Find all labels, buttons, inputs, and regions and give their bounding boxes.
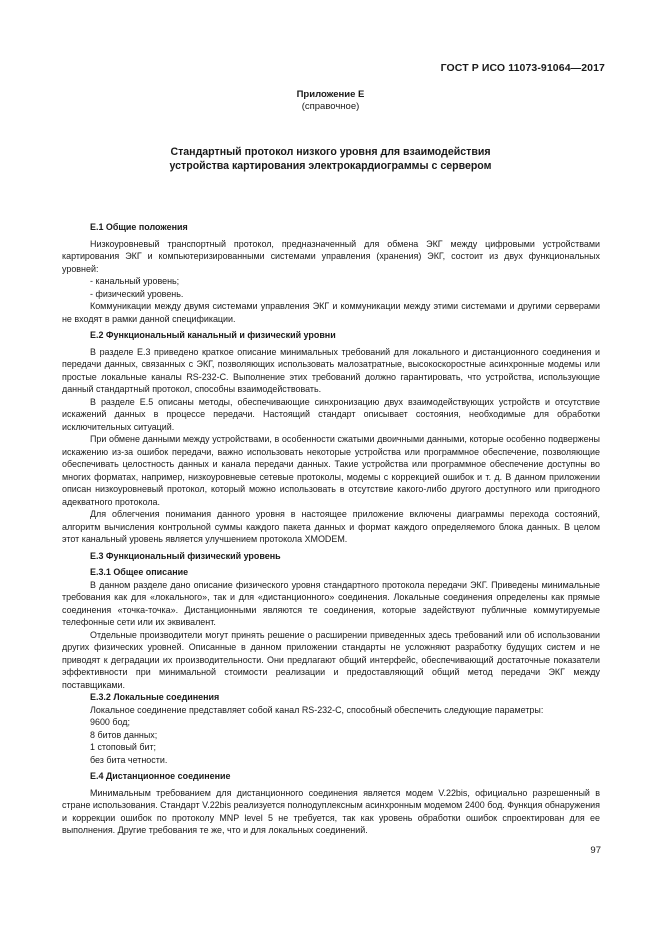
annex-main-title bbox=[60, 145, 601, 173]
paragraph: Для облегчения понимания данного уровня в настоящее приложение включены диаграммы перехода состояний, алгоритм вычисления контрольной суммы каждого пакета данных и формат каждого определяемого блока данных. В целом этот канальный уровень является улучшением протокола XMODEM. bbox=[62, 509, 600, 544]
title-line-2: устройства картирования электрокардиограммы с сервером bbox=[169, 160, 492, 172]
annex-subtitle: (справочное) bbox=[301, 101, 360, 112]
list-item: - физический уровень. bbox=[90, 288, 184, 299]
section-heading-e31: Е.3.1 Общее описание bbox=[90, 567, 189, 577]
page-number: 97 bbox=[590, 845, 601, 856]
list-item: - канальный уровень; bbox=[90, 276, 180, 286]
section-heading-e1: Е.1 Общие положения bbox=[90, 222, 188, 232]
title-line-1: Стандартный протокол низкого уровня для взаимодействия bbox=[170, 146, 491, 158]
paragraph: Отдельные производители могут принять решение о расширении приведенных здесь требований или об использовании других физических уровней. Описанные в данном приложении стандарты не усложняют разработку будущих систем и не приводят к деградации их производительности. Они предлагают общий интерфейс, обеспечивающий достаточные показатели эффективности при минимальной стоимости реализации и предоставляющий общий метод передачи ЭКГ между поставщиками. bbox=[62, 629, 600, 690]
list-item: 1 стоповый бит; bbox=[90, 742, 157, 752]
paragraph: Коммуникации между двумя системами управления ЭКГ и коммуникации между этими системами и другими серверами не входят в рамки данной спецификации. bbox=[62, 301, 600, 324]
paragraph: Низкоуровневый транспортный протокол, предназначенный для обмена ЭКГ между цифровыми устройствами картирования ЭКГ и компьютеризированными системами управления (хранения) ЭКГ, состоит из двух функциональных уровней: bbox=[62, 238, 600, 274]
paragraph: В разделе Е.5 описаны методы, обеспечивающие синхронизацию двух взаимодействующих устройств и отсутствие искажений данных в процессе передачи. Настоящий стандарт описывает состояния, необходимые для обработки исключительных ситуаций. bbox=[62, 396, 600, 432]
paragraph: В разделе Е.3 приведено краткое описание минимальных требований для локального и дистанционного соединения и передачи данных, связанных с ЭКГ, позволяющих использовать малозатратные, высокоскоростные асинхронные модемы или простые локальные каналы RS-232-C. Выполнение этих требований должно гарантировать, что устройства, использующие данный стандартный протокол, способны взаимодействовать. bbox=[62, 346, 600, 394]
section-heading-e32: Е.3.2 Локальные соединения bbox=[90, 692, 220, 702]
paragraph: При обмене данными между устройствами, в особенности сжатыми двоичными данными, которые особенно подвержены искажению из-за ошибок передачи, важно использовать некоторые устройства или программное обеспечение, позволяющие обеспечивать целостность данных и канала передачи данных. Такие устройства или программное обеспечение доступны во многих форматах, например, низкоуровневые сетевые протоколы, модемы с коррекцией ошибок и т. д. В данном приложении описан низкоуровневый протокол, который можно использовать в отсутствие какого-либо другого доступного или пригодного адекватного протокола. bbox=[62, 434, 600, 507]
section-heading-e3: Е.3 Функциональный физический уровень bbox=[90, 550, 281, 561]
annex-title: Приложение Е bbox=[296, 89, 365, 100]
document-body bbox=[62, 221, 600, 837]
document-id: ГОСТ Р ИСО 11073-91064—2017 bbox=[440, 62, 605, 74]
paragraph: Локальное соединение представляет собой канал RS-232-C, способный обеспечить следующие параметры: bbox=[90, 704, 544, 715]
list-item: без бита четности. bbox=[90, 754, 168, 765]
section-heading-e4: Е.4 Дистанционное соединение bbox=[90, 771, 231, 781]
list-item: 8 битов данных; bbox=[90, 729, 158, 740]
paragraph: В данном разделе дано описание физического уровня стандартного протокола передачи ЭКГ. Приведены минимальные требования как для «локального», так и для «дистанционного» соединения. Локальные соединения определены как прямые соединения «точка-точка». Дистанционными являются те соединения, которые задействуют публичные коммутируемые телефонные сети или их эквивалент. bbox=[62, 579, 600, 627]
section-heading-e2: Е.2 Функциональный канальный и физический уровни bbox=[90, 330, 336, 340]
paragraph: Минимальным требованием для дистанционного соединения является модем V.22bis, официально разрешенный в стране использования. Стандарт V.22bis реализуется полнодуплексным асинхронным модемом 2400 бод. Функция обнаружения и коррекции ошибок по протоколу MNP level 5 не требуется, так как уровень обработки ошибок спроектирован для ее выполнения. Другие требования те же, что и для локальных соединений. bbox=[62, 787, 600, 835]
annex-heading bbox=[0, 89, 661, 113]
list-item: 9600 бод; bbox=[90, 717, 130, 727]
